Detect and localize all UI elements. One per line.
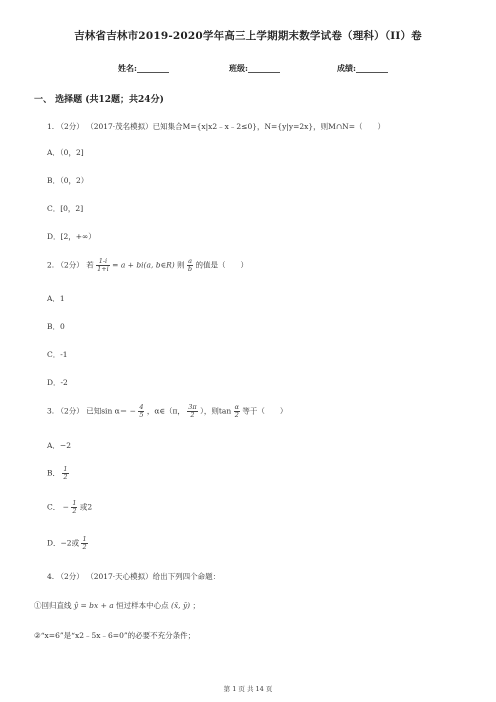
question-3-minus-sign: − (129, 406, 136, 416)
question-3-option-d-prefix: D．−2或 (47, 538, 80, 548)
question-2-stem (47, 258, 248, 273)
question-3-option-b (47, 466, 69, 481)
question-2-ab-fraction (187, 258, 193, 273)
question-2-suffix: 的值是（ ） (195, 260, 248, 270)
question-2-equation: = a + bi(a, b∈R) (112, 260, 175, 270)
question-3-pi-numerator: 3π (188, 403, 197, 411)
question-3-option-b-denominator: 2 (63, 473, 68, 481)
question-4-item-2: ②“x=6”是“x2﹣5x﹣6=0”的必要不充分条件； (34, 631, 196, 640)
document-title: 吉林省吉林市2019-2020学年高三上学期期末数学试卷（理科）（II）卷 (74, 30, 422, 42)
question-3-option-b-numerator: 1 (63, 465, 68, 473)
question-3-option-c-numerator: 1 (72, 499, 77, 507)
question-3-option-c-fraction (71, 500, 77, 515)
score-field-label: 成绩:________ (337, 63, 388, 73)
question-1-option-c: C．[0，2] (47, 204, 84, 213)
question-2-then: 则 (177, 260, 185, 270)
question-3-option-b-fraction (62, 466, 68, 481)
question-2-fraction (96, 258, 110, 273)
question-2-ab-denominator: b (187, 265, 193, 273)
question-3-option-d (47, 536, 88, 551)
question-3-prefix: 3. （2分） 已知sin α＝ (47, 406, 128, 416)
section-heading: 一、 选择题 (共12题；共24分) (34, 95, 164, 105)
question-3-sin-numerator: 4 (139, 403, 144, 411)
class-field-label: 班级:________ (229, 63, 280, 73)
question-2-ab-numerator: a (188, 257, 192, 265)
question-2-option-c: C．-1 (47, 350, 68, 359)
question-3-option-c-denominator: 2 (72, 507, 77, 515)
question-3-option-a: A．−2 (47, 441, 71, 450)
question-4-item-1-mid: 恒过样本中心点 (116, 601, 169, 610)
question-3-sin-denominator: 5 (139, 411, 144, 419)
regression-line-formula: ŷ = bx + a (73, 601, 114, 610)
question-3-then: ），则tan (200, 406, 232, 416)
question-3-option-c-suffix: 或2 (79, 502, 93, 512)
question-3-option-b-prefix: B． (47, 468, 61, 478)
question-3-pi-denominator: 2 (190, 411, 195, 419)
question-1-option-b: B．（0，2） (47, 176, 89, 185)
question-1-option-d: D．[2，+∞） (47, 232, 96, 241)
name-field-label: 姓名:________ (118, 63, 169, 73)
question-3-half-denominator: 2 (234, 411, 239, 419)
sample-center-point: (x̄, ȳ) (171, 601, 191, 610)
question-3-option-c (47, 500, 92, 515)
question-3-option-c-prefix: C． (47, 502, 61, 512)
question-3-option-c-sign: − (62, 502, 69, 512)
question-2-prefix: 2. （2分） 若 (47, 260, 94, 270)
question-1-stem: 1. （2分） （2017·茂名模拟）已知集合M={x|x2﹣x﹣2≤0}，N={y|y=2x}，则M∩N=（ ） (47, 122, 385, 131)
question-3-option-d-fraction (81, 536, 87, 551)
question-3-option-d-denominator: 2 (82, 543, 87, 551)
question-4-item-1 (34, 600, 200, 611)
question-2-option-d: D．-2 (47, 378, 68, 387)
question-2-fraction-denominator: 1+i (97, 265, 109, 273)
question-3-half-numerator: α (234, 403, 239, 411)
page-footer: 第 1 页 共 14 页 (223, 685, 273, 693)
question-3-suffix: 等于（ ） (242, 406, 288, 416)
question-3-interval-start: ，α∈（π， (146, 406, 185, 416)
question-3-half-angle-fraction (234, 404, 240, 419)
question-2-option-a: A．1 (47, 294, 65, 303)
question-2-option-b: B．0 (47, 322, 65, 331)
question-3-sin-fraction (138, 404, 144, 419)
question-3-stem (47, 404, 287, 419)
question-1-option-a: A．（0，2] (47, 148, 84, 157)
question-2-fraction-numerator: 1-i (96, 258, 110, 266)
question-3-option-d-numerator: 1 (82, 535, 87, 543)
question-4-stem: 4. （2分） （2017·天心模拟）给出下列四个命题： (47, 572, 221, 581)
question-3-pi-fraction (187, 404, 197, 419)
question-4-item-1-prefix: ①回归直线 (34, 601, 72, 610)
question-4-item-1-suffix: ； (192, 601, 200, 610)
